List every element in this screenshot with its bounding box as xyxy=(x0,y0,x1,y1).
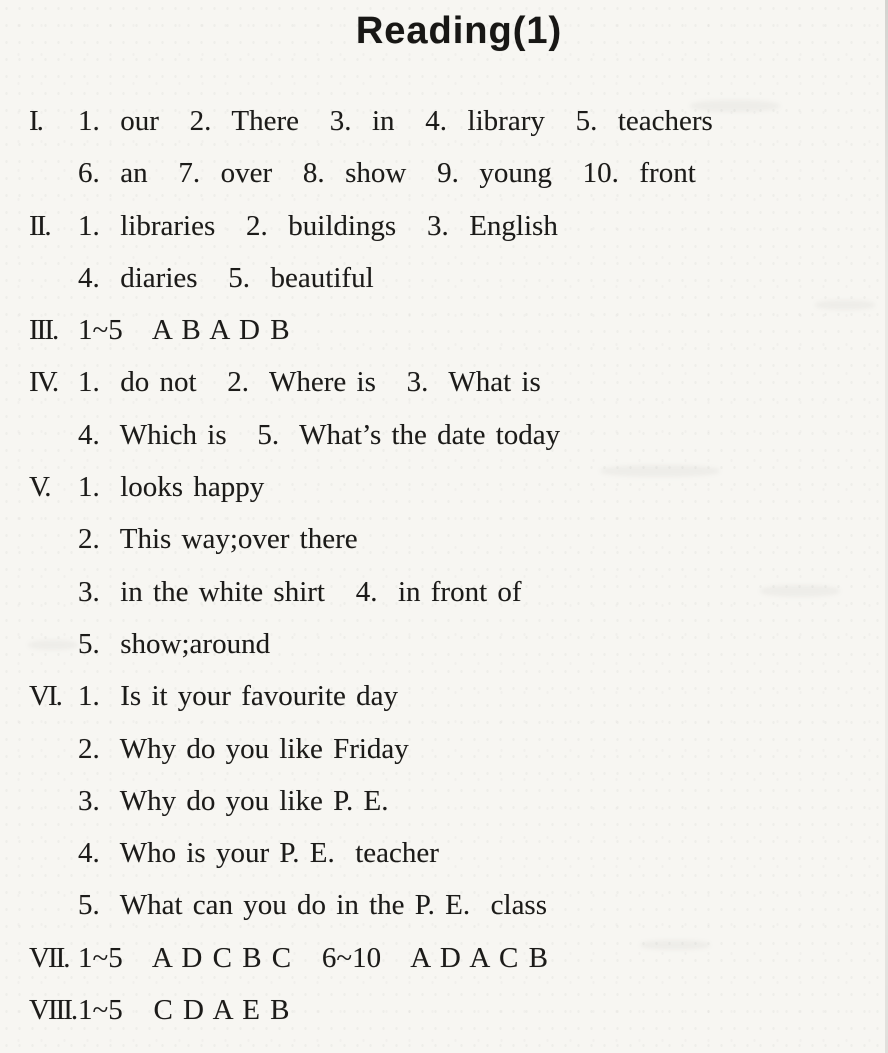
scan-smudge xyxy=(640,940,710,950)
section-numeral-8: VIII. xyxy=(29,994,77,1027)
answer-line-section2 xyxy=(0,200,888,252)
answer-line xyxy=(0,827,888,879)
answer-line-section4 xyxy=(0,356,888,408)
answer-text: 3. in the white shirt 4. in front of xyxy=(78,575,522,608)
answer-text: 1. do not 2. Where is 3. What is xyxy=(78,366,541,399)
answer-text: 1. our 2. There 3. in 4. library 5. teachers xyxy=(78,105,713,137)
answer-line xyxy=(0,618,888,670)
answer-line-section7 xyxy=(0,932,888,984)
answer-text: 1~5 C D A E B xyxy=(78,994,290,1027)
answer-line-section8 xyxy=(0,984,888,1036)
answer-text: 4. Who is your P. E. teacher xyxy=(78,837,439,870)
section-numeral-4: IV. xyxy=(29,366,58,399)
answer-line xyxy=(0,775,888,827)
answer-line xyxy=(0,252,888,304)
scan-smudge xyxy=(28,640,78,650)
answer-text: 2. This way;over there xyxy=(78,523,358,556)
scan-smudge xyxy=(815,300,875,310)
answer-line xyxy=(0,566,888,618)
answer-text: 1. libraries 2. buildings 3. English xyxy=(78,209,558,242)
answer-line xyxy=(0,409,888,461)
answer-line xyxy=(0,723,888,775)
answer-line-section3 xyxy=(0,304,888,356)
scan-smudge xyxy=(690,100,780,112)
answer-line xyxy=(0,513,888,565)
answer-line-section5 xyxy=(0,461,888,513)
answer-text: 1~5 A D C B C 6~10 A D A C B xyxy=(78,941,548,974)
section-numeral-1: I. xyxy=(29,105,42,137)
answer-text: 6. an 7. over 8. show 9. young 10. front xyxy=(78,157,696,190)
answer-text: 2. Why do you like Friday xyxy=(78,732,409,765)
scan-smudge xyxy=(600,465,720,477)
scan-smudge xyxy=(760,585,840,597)
section-numeral-3: III. xyxy=(29,314,58,347)
answer-line xyxy=(0,147,888,199)
answer-text: 4. Which is 5. What’s the date today xyxy=(78,418,561,451)
answer-text: 5. show;around xyxy=(78,627,271,660)
page-title: Reading(1) xyxy=(355,10,563,52)
section-numeral-6: VI. xyxy=(29,680,61,713)
answer-text: 5. What can you do in the P. E. class xyxy=(78,889,548,922)
answer-text: 4. diaries 5. beautiful xyxy=(78,261,374,294)
answer-text: 1. Is it your favourite day xyxy=(78,680,399,713)
answer-text: 1. looks happy xyxy=(78,471,265,504)
section-numeral-2: II. xyxy=(29,209,50,242)
answer-text: 1~5 A B A D B xyxy=(78,314,290,347)
answer-line-section6 xyxy=(0,670,888,722)
answer-line xyxy=(0,879,888,931)
answer-text: 3. Why do you like P. E. xyxy=(78,784,389,817)
section-numeral-7: VII. xyxy=(29,941,69,974)
section-numeral-5: V. xyxy=(29,471,50,504)
